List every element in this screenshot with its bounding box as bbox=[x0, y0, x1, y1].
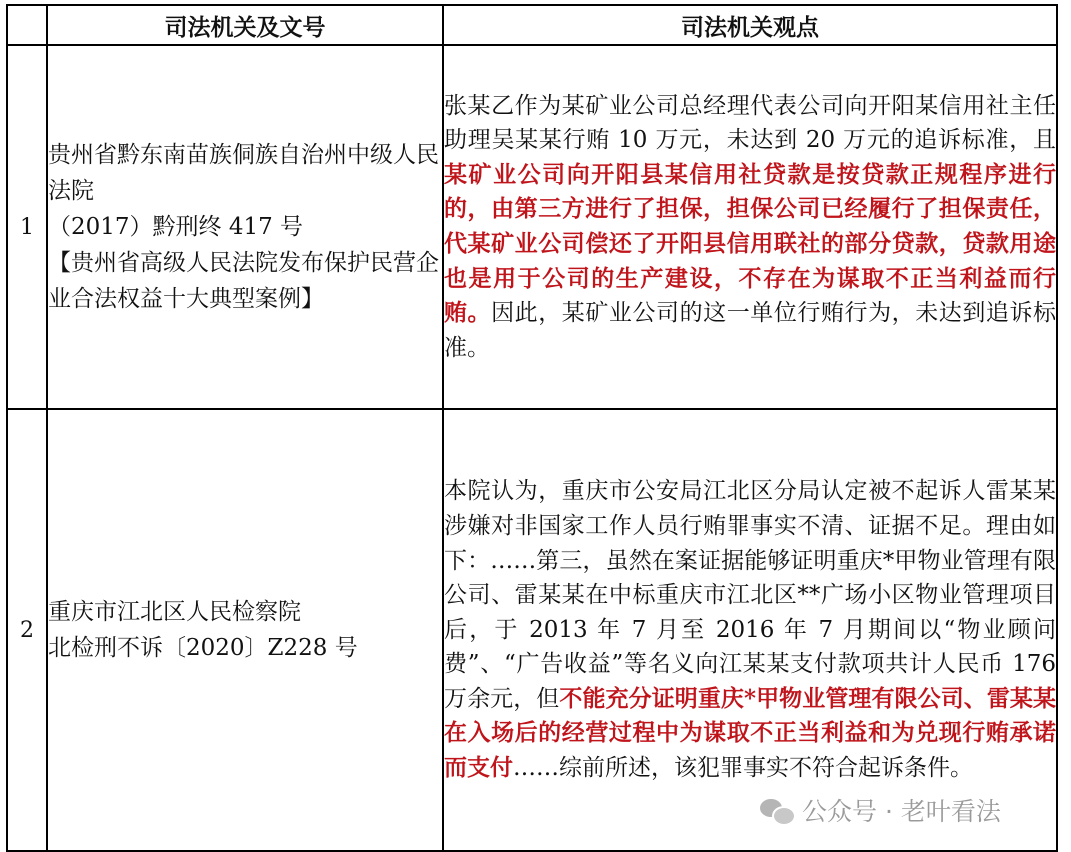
opinion-cell bbox=[443, 45, 1057, 409]
case-table bbox=[6, 4, 1058, 852]
authority-name: 贵州省黔东南苗族侗族自治州中级人民法院 bbox=[48, 142, 439, 204]
authority-cell bbox=[47, 45, 443, 409]
opinion-highlight: 不能充分证明重庆*甲物业管理有限公司、雷某某在入场后的经营过程中为谋取不正当利益和为兑现行贿承诺而支付 bbox=[444, 684, 1057, 782]
wechat-icon bbox=[760, 797, 794, 823]
watermark-text: 公众号 · 老叶看法 bbox=[802, 797, 1001, 826]
opinion-text-end: 因此，某矿业公司的这一单位行贿行为，未达到追诉标准。 bbox=[444, 300, 1057, 361]
table-row bbox=[7, 409, 1057, 851]
row-index: 1 bbox=[7, 45, 47, 409]
opinion-cell bbox=[443, 409, 1057, 851]
table-row bbox=[7, 45, 1057, 409]
opinion-text: 张某乙作为某矿业公司总经理代表公司向开阳某信用社主任助理吴某某行贿 10 万元，未达到 20 万元的追诉标准，且 bbox=[444, 92, 1056, 154]
header-index bbox=[7, 5, 47, 45]
document-number: （2017）黔刑终 417 号 bbox=[48, 214, 304, 240]
authority-name: 重庆市江北区人民检察院 bbox=[48, 599, 301, 625]
case-source: 【贵州省高级人民法院发布保护民营企业合法权益十大典型案例】 bbox=[48, 250, 439, 312]
watermark bbox=[760, 790, 1001, 830]
opinion-highlight: 某矿业公司向开阳县某信用社贷款是按贷款正规程序进行的，由第三方进行了担保，担保公司已经履行了担保责任，代某矿业公司偿还了开阳县信用联社的部分贷款，贷款用途也是用于公司的生产建设，不存在为谋取不正当利益而行贿。 bbox=[444, 160, 1056, 327]
authority-cell bbox=[47, 409, 443, 851]
opinion-text-end: ……综前所述，该犯罪事实不符合起诉条件。 bbox=[513, 755, 973, 782]
row-index: 2 bbox=[7, 409, 47, 851]
header-opinion: 司法机关观点 bbox=[443, 5, 1057, 45]
header-row bbox=[7, 5, 1057, 45]
opinion-text: 本院认为，重庆市公安局江北区分局认定被不起诉人雷某某涉嫌对非国家工作人员行贿罪事实不清、证据不足。理由如下：……第三，虽然在案证据能够证明重庆*甲物业管理有限公司、雷某某在中标重庆市江北区**广场小区物业管理项目后，于 2013 年 7 月至 2016 年 7 月期间以“物业顾问费”、“广告收益”等名义向江某某支付款项共计人民币 176 万余元，但 bbox=[444, 478, 1056, 712]
header-authority: 司法机关及文号 bbox=[47, 5, 443, 45]
document-number: 北检刑不诉〔2020〕Z228 号 bbox=[48, 635, 358, 661]
